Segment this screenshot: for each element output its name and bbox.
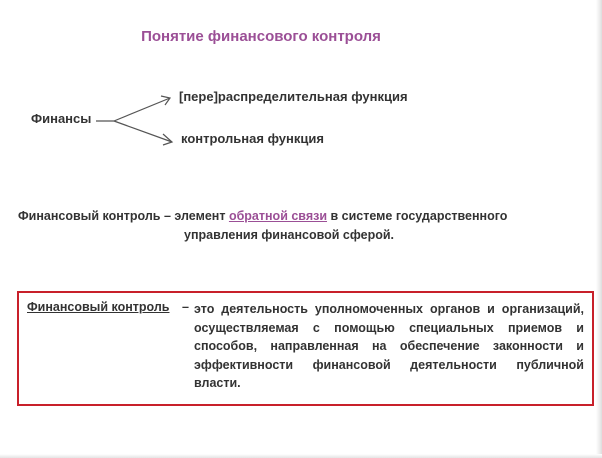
definition-dash: –	[163, 209, 171, 223]
definition-box-text: это деятельность уполномоченных органов и организаций, осуществляемая с помощью специальных приемов и способов, направленная на обеспечение законности и эффективности финансовой деятельности публичной власти.	[194, 302, 584, 390]
financial-control-definition-box	[17, 291, 594, 406]
definition-text-before-link: элемент	[174, 209, 226, 223]
definition-text-line2: управления финансовой сферой.	[184, 228, 395, 242]
arrow-lower	[114, 121, 172, 142]
definition-box-term: Финансовый контроль	[27, 300, 170, 314]
feedback-definition	[18, 207, 578, 245]
arrow-upper	[114, 98, 170, 121]
finance-root-label: Финансы	[31, 111, 92, 126]
definition-term: Финансовый контроль	[18, 209, 161, 223]
slide-right-shadow	[596, 0, 602, 458]
slide-bottom-shadow	[0, 454, 602, 458]
feedback-link[interactable]: обратной связи	[228, 209, 328, 223]
control-function-label: контрольная функция	[181, 131, 324, 146]
redistribution-function-label: [пере]распределительная функция	[179, 89, 408, 104]
definition-box-dash: –	[182, 300, 189, 314]
slide-title: Понятие финансового контроля	[141, 28, 381, 45]
definition-text-after-link: в системе государственного	[330, 209, 508, 223]
